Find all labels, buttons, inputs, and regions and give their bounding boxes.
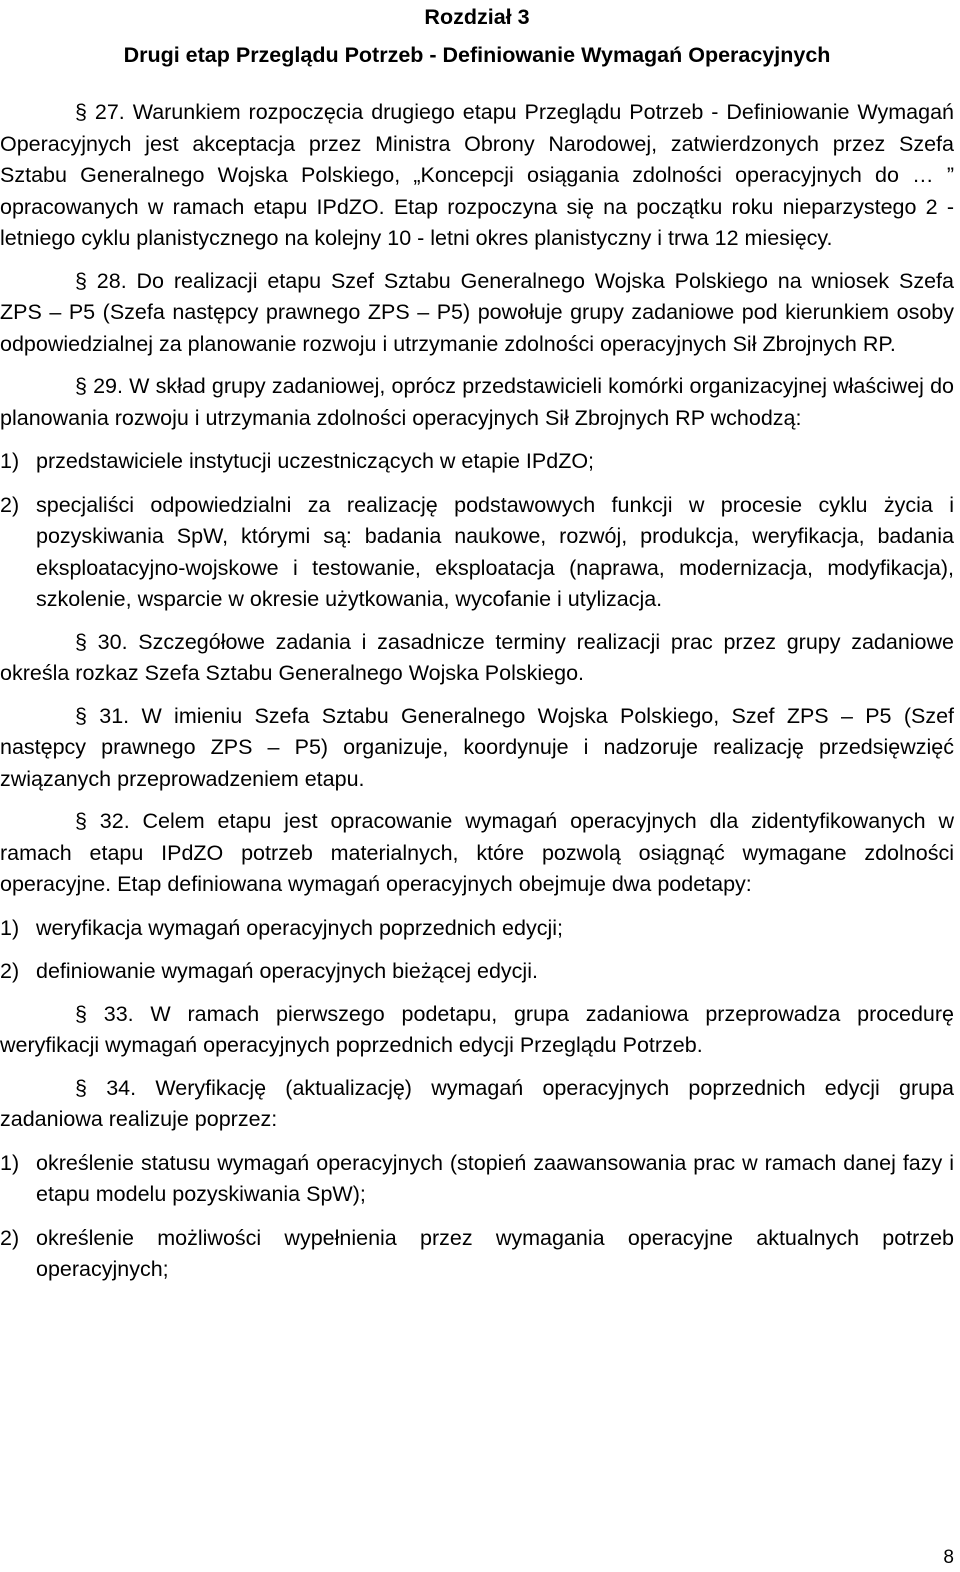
paragraph-28: § 28. Do realizacji etapu Szef Sztabu Generalnego Wojska Polskiego na wniosek Szefa ZPS – P5 (Szefa następcy prawnego ZPS – P5) powołuje grupy zadaniowe pod kierunkiem osoby odpowiedzialnej za planowanie rozwoju i utrzymanie zdolności operacyjnych Sił Zbrojnych RP. [0, 268, 954, 356]
list-item [0, 956, 954, 988]
paragraph-32: § 32. Celem etapu jest opracowanie wymagań operacyjnych dla zidentyfikowanych w ramach etapu IPdZO potrzeb materialnych, które pozwolą osiągnąć wymagane zdolności operacyjne. Etap definiowana wymagań operacyjnych obejmuje dwa podetapy: [0, 809, 954, 896]
paragraph-33: § 33. W ramach pierwszego podetapu, grupa zadaniowa przeprowadza procedurę weryfikacji wymagań operacyjnych poprzednich edycji Przeglądu Potrzeb. [0, 1001, 954, 1057]
list-item [0, 446, 954, 478]
paragraph-29: § 29. W skład grupy zadaniowej, oprócz przedstawicieli komórki organizacyjnej właściwej do planowania rozwoju i utrzymania zdolności operacyjnych Sił Zbrojnych RP wchodzą: [0, 374, 954, 430]
list-number: 2) [0, 1225, 20, 1250]
list-item [0, 1223, 954, 1286]
paragraph-27: § 27. Warunkiem rozpoczęcia drugiego etapu Przeglądu Potrzeb - Definiowanie Wymagań Operacyjnych jest akceptacja przez Ministra Obrony Narodowej, zatwierdzonych przez Szefa Sztabu Generalnego Wojska Polskiego, „Koncepcji osiągania zdolności operacyjnych do … ” opracowanych w ramach etapu IPdZO. Etap rozpoczyna się na początku roku nieparzystego 2 - letniego cyklu planistycznego na kolejny 10 - letni okres planistyczny i trwa 12 miesięcy. [0, 100, 954, 250]
list-text: określenie statusu wymagań operacyjnych (stopień zaawansowania prac w ramach danej fazy i etapu modelu pozyskiwania SpW); [36, 1150, 954, 1206]
paragraph-34: § 34. Weryfikację (aktualizację) wymagań operacyjnych poprzednich edycji grupa zadaniowa realizuje poprzez: [0, 1075, 954, 1131]
list-item [0, 490, 954, 616]
list-text: specjaliści odpowiedzialni za realizację podstawowych funkcji w procesie cyklu życia i pozyskiwania SpW, którymi są: badania naukowe, rozwój, produkcja, weryfikacja, badania eksploatacyjno-wojskowe i testowanie, eksploatacja (naprawa, modernizacja, modyfikacja), szkolenie, wsparcie w okresie użytkowania, wycofanie i utylizacja. [36, 492, 954, 611]
list-text: przedstawiciele instytucji uczestniczących w etapie IPdZO; [36, 449, 595, 473]
paragraph-30: § 30. Szczegółowe zadania i zasadnicze terminy realizacji prac przez grupy zadaniowe określa rozkaz Szefa Sztabu Generalnego Wojska Polskiego. [0, 629, 954, 685]
list-number: 1) [0, 1150, 20, 1175]
list-text: definiowanie wymagań operacyjnych bieżącej edycji. [36, 959, 538, 983]
page-number: 8 [943, 1547, 954, 1568]
paragraph-31: § 31. W imieniu Szefa Sztabu Generalnego Wojska Polskiego, Szef ZPS – P5 (Szef następcy prawnego ZPS – P5) organizuje, koordynuje i nadzoruje realizację przedsięwzięć związanych przeprowadzeniem etapu. [0, 703, 954, 791]
list-number: 1) [0, 915, 20, 940]
list-item [0, 1148, 954, 1211]
chapter-heading: Rozdział 3 [424, 5, 530, 29]
list-text: weryfikacja wymagań operacyjnych poprzednich edycji; [36, 915, 564, 940]
list-text: określenie możliwości wypełnienia przez wymagania operacyjne aktualnych potrzeb operacyjnych; [36, 1225, 954, 1281]
list-number: 2) [0, 492, 20, 517]
list-item [0, 913, 954, 945]
section-title: Drugi etap Przeglądu Potrzeb - Definiowanie Wymagań Operacyjnych [123, 43, 831, 67]
list-number: 2) [0, 959, 20, 983]
list-number: 1) [0, 449, 20, 473]
